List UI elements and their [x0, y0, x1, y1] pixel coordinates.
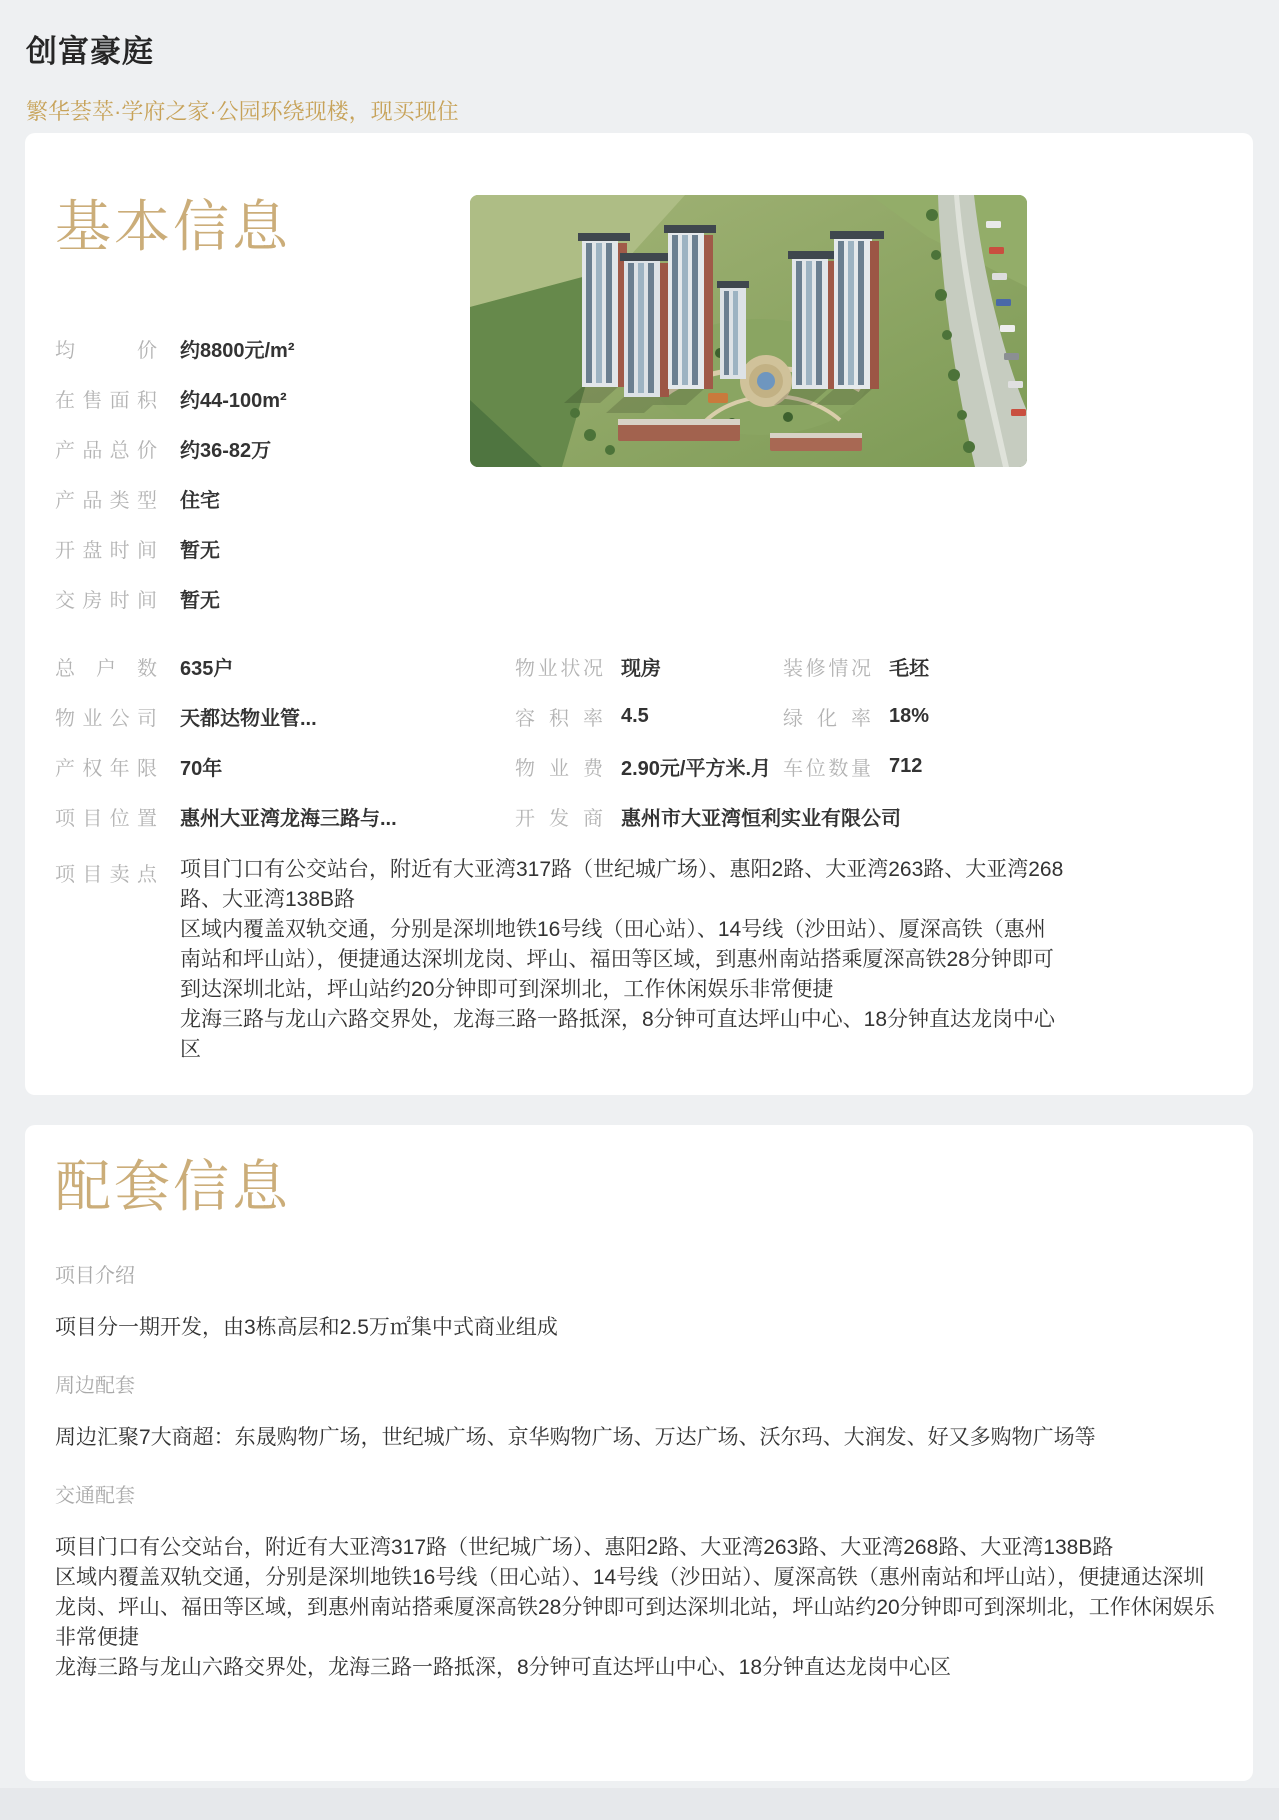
info-row-total-price	[55, 423, 295, 473]
info-value: 4.5	[621, 704, 649, 727]
block-heading: 周边配套	[55, 1375, 135, 1397]
info-label: 装修情况	[783, 657, 871, 680]
rendering-graphic	[470, 195, 1027, 467]
page-title: 创富豪庭	[26, 34, 154, 69]
facilities-card	[25, 1125, 1253, 1781]
selling-points-text	[180, 855, 1064, 1065]
info-value: 712	[889, 754, 923, 777]
basic-info-grid	[55, 641, 1225, 841]
basic-info-card	[25, 133, 1253, 1095]
basic-info-section-title: 基本信息	[55, 195, 291, 258]
selling-point-paragraph: 龙海三路与龙山六路交界处，龙海三路一路抵深，8分钟可直达坪山中心、18分钟直达龙岗中心区	[180, 1008, 1056, 1061]
info-cell-tenure	[55, 752, 515, 781]
info-label: 产权年限	[55, 757, 157, 780]
block-paragraph: 周边汇聚7大商超：东晟购物广场，世纪城广场、京华购物广场、万达广场、沃尔玛、大润发、好又多购物广场等	[55, 1426, 1096, 1449]
info-label: 物业状况	[515, 657, 603, 680]
info-cell-location	[55, 802, 515, 831]
info-row-opening-date	[55, 523, 295, 573]
info-value: 约36-82万	[180, 439, 272, 462]
info-label: 产品总价	[55, 439, 157, 462]
info-cell-property-company	[55, 702, 515, 731]
selling-points-label: 项目卖点	[55, 864, 157, 886]
selling-points	[55, 855, 1064, 1065]
info-value: 暂无	[180, 539, 220, 562]
info-cell-property-fee	[515, 752, 783, 781]
info-value: 住宅	[180, 489, 220, 512]
info-value: 惠州大亚湾龙海三路与...	[180, 807, 397, 830]
info-value: 70年	[180, 757, 223, 780]
info-value: 约44-100m²	[180, 389, 287, 412]
info-label: 均价	[55, 339, 157, 362]
page-subtitle: 繁华荟萃·学府之家·公园环绕现楼，现买现住	[26, 99, 459, 124]
info-label: 在售面积	[55, 389, 157, 412]
info-cell-households	[55, 652, 515, 681]
info-value: 2.90元/平方米.月	[621, 757, 772, 780]
info-row-product-type	[55, 473, 295, 523]
info-row-avg-price	[55, 323, 295, 373]
basic-info-left-rows	[55, 323, 295, 623]
info-value: 天都达物业管...	[180, 707, 317, 730]
info-label: 车位数量	[783, 757, 871, 780]
info-cell-greening-rate	[783, 702, 1225, 731]
grid-row-2	[55, 691, 1225, 741]
info-row-delivery-date	[55, 573, 295, 623]
info-label: 交房时间	[55, 589, 157, 612]
page-header	[26, 26, 459, 126]
info-label: 总户数	[55, 657, 157, 680]
info-value: 635户	[180, 657, 234, 680]
facilities-section-title: 配套信息	[55, 1155, 291, 1218]
info-value: 暂无	[180, 589, 220, 612]
info-row-area	[55, 373, 295, 423]
info-label: 产品类型	[55, 489, 157, 512]
info-value: 现房	[621, 657, 661, 680]
info-label: 项目位置	[55, 807, 157, 830]
info-value: 惠州市大亚湾恒利实业有限公司	[621, 807, 901, 830]
block-paragraph: 项目门口有公交站台，附近有大亚湾317路（世纪城广场）、惠阳2路、大亚湾263路、大亚湾268路、大亚湾138B路	[55, 1536, 1114, 1559]
info-cell-plot-ratio	[515, 702, 783, 731]
grid-row-4	[55, 791, 1225, 841]
info-label: 绿化率	[783, 707, 871, 730]
block-surroundings	[55, 1373, 1223, 1453]
info-label: 物业费	[515, 757, 603, 780]
block-paragraph: 区域内覆盖双轨交通，分别是深圳地铁16号线（田心站）、14号线（沙田站）、厦深高铁（惠州南站和坪山站），便捷通达深圳龙岗、坪山、福田等区域，到惠州南站搭乘厦深高铁28分钟即可到达深圳北站，坪山站约20分钟即可到深圳北，工作休闲娱乐非常便捷	[55, 1566, 1215, 1649]
info-label: 容积率	[515, 707, 603, 730]
block-heading: 项目介绍	[55, 1265, 135, 1287]
selling-point-paragraph: 区域内覆盖双轨交通，分别是深圳地铁16号线（田心站）、14号线（沙田站）、厦深高铁（惠州南站和坪山站），便捷通达深圳龙岗、坪山、福田等区域，到惠州南站搭乘厦深高铁28分钟即可到达深圳北站，坪山站约20分钟即可到深圳北，工作休闲娱乐非常便捷	[180, 918, 1054, 1001]
block-heading: 交通配套	[55, 1485, 135, 1507]
block-paragraph: 龙海三路与龙山六路交界处，龙海三路一路抵深，8分钟可直达坪山中心、18分钟直达龙岗中心区	[55, 1656, 952, 1679]
grid-row-3	[55, 741, 1225, 791]
info-cell-developer	[515, 802, 1225, 831]
info-cell-property-status	[515, 652, 783, 681]
info-value: 18%	[889, 704, 930, 727]
selling-point-paragraph: 项目门口有公交站台，附近有大亚湾317路（世纪城广场）、惠阳2路、大亚湾263路、大亚湾268路、大亚湾138B路	[180, 858, 1064, 911]
info-cell-decoration	[783, 652, 1225, 681]
page-footer-strip	[0, 1788, 1279, 1820]
info-value: 约8800元/m²	[180, 339, 295, 362]
info-label: 物业公司	[55, 707, 157, 730]
info-label: 开盘时间	[55, 539, 157, 562]
block-paragraph: 项目分一期开发，由3栋高层和2.5万㎡集中式商业组成	[55, 1316, 558, 1339]
info-label: 开发商	[515, 807, 603, 830]
info-cell-parking	[783, 752, 1225, 781]
property-rendering-image[interactable]	[470, 195, 1027, 467]
block-project-intro	[55, 1263, 1223, 1343]
info-value: 毛坯	[889, 657, 929, 680]
block-transportation	[55, 1483, 1223, 1683]
grid-row-1	[55, 641, 1225, 691]
